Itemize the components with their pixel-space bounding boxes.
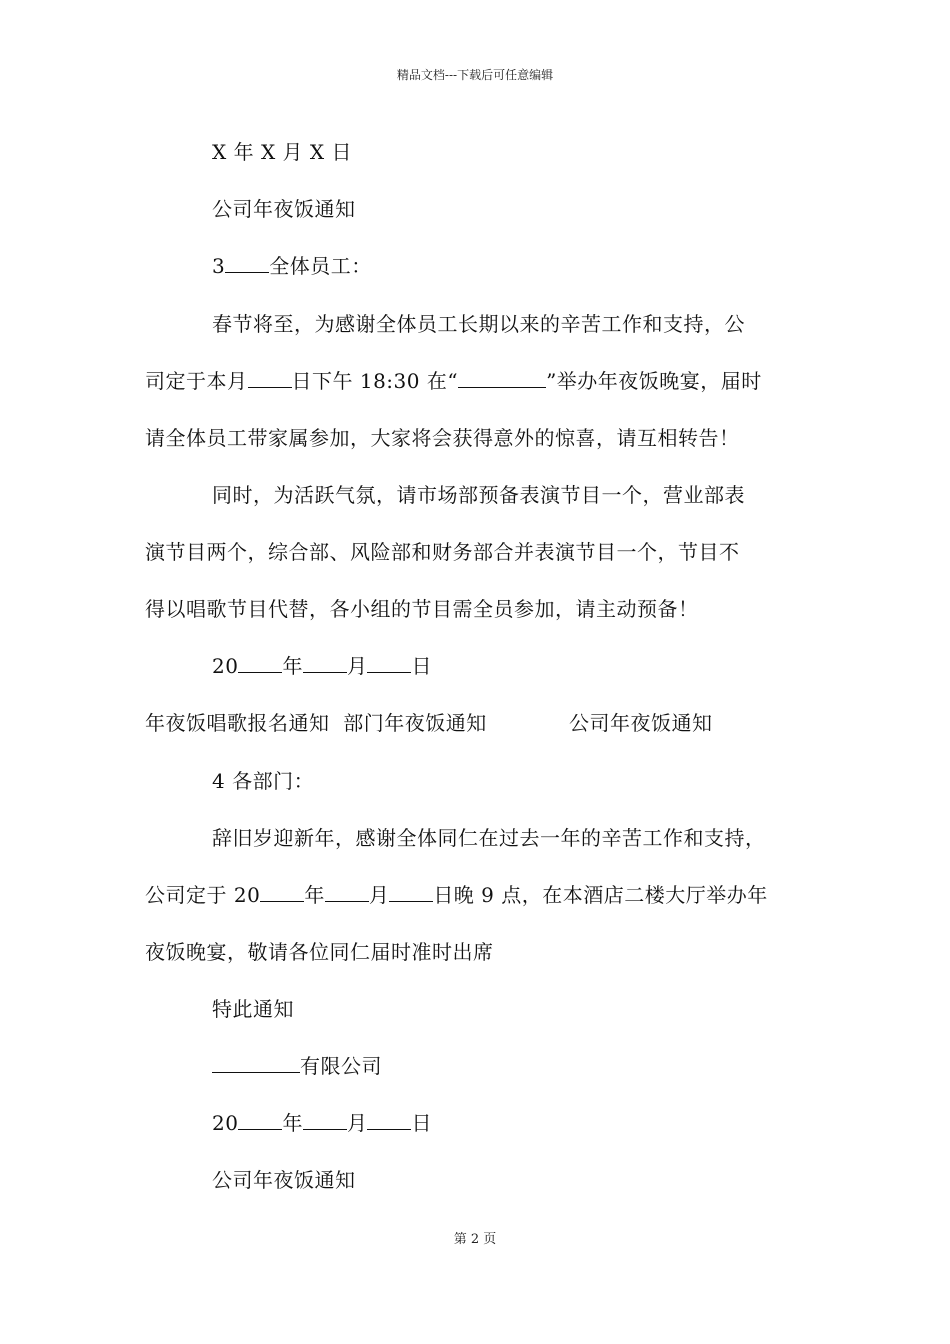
blank-field [225, 252, 269, 273]
paragraph-3-line-3: 夜饭晚宴，敬请各位同仁届时准时出席 [145, 940, 494, 964]
blank-field [325, 881, 369, 902]
month-label: 月 [346, 654, 368, 678]
paragraph-2-line-1: 同时，为活跃气氛，请市场部预备表演节目一个，营业部表 [212, 483, 745, 507]
blank-field [367, 652, 411, 673]
year-label: 年 [282, 654, 303, 678]
addressee-1-text: 全体员工： [269, 254, 372, 278]
text-segment: ”举办年夜饭晚宴，届时 [546, 369, 762, 393]
year-label: 年 [304, 883, 325, 907]
year-label: 年 [282, 1111, 303, 1135]
page-number: 第 2 页 [453, 1232, 497, 1247]
paragraph-2-line-3: 得以唱歌节目代替，各小组的节目需全员参加，请主动预备！ [145, 597, 699, 621]
blank-field [389, 881, 433, 902]
date-line: X 年 X 月 X 日 [212, 140, 353, 164]
blank-field [238, 652, 282, 673]
page-header: 精品文档---下载后可任意编辑 [396, 68, 554, 82]
paragraph-1-line-1: 春节将至，为感谢全体员工长期以来的辛苦工作和支持，公 [212, 312, 745, 336]
year-prefix: 20 [212, 1111, 239, 1135]
blank-field [303, 1109, 347, 1130]
text-segment: 公司定于 20 [145, 883, 261, 907]
paragraph-1-line-2 [145, 367, 762, 395]
paragraph-1-line-3: 请全体员工带家属参加，大家将会获得意外的惊喜，请互相转告！ [145, 426, 740, 450]
addressee-2: 4 各部门： [212, 769, 315, 793]
text-segment: 日晚 9 点，在本酒店二楼大厅举办年 [433, 883, 768, 907]
day-label: 日 [411, 654, 432, 678]
month-label: 月 [346, 1111, 368, 1135]
day-label: 日 [411, 1111, 432, 1135]
company-suffix: 有限公司 [300, 1054, 382, 1078]
blank-field [458, 367, 546, 388]
year-prefix: 20 [212, 654, 239, 678]
addressee-1 [212, 252, 372, 280]
blank-field [367, 1109, 411, 1130]
company-signature [212, 1052, 382, 1080]
blank-field [238, 1109, 282, 1130]
related-links-line: 年夜饭唱歌报名通知 部门年夜饭通知 公司年夜饭通知 [145, 711, 713, 735]
notice-title-1: 公司年夜饭通知 [212, 197, 356, 221]
text-segment: 日下午 18:30 在“ [291, 369, 459, 393]
blank-field [248, 367, 292, 388]
month-label: 月 [368, 883, 390, 907]
blank-field [303, 652, 347, 673]
notice-closing: 特此通知 [212, 997, 294, 1021]
blank-field [260, 881, 304, 902]
notice-title-2: 公司年夜饭通知 [212, 1168, 356, 1192]
addressee-1-number: 3 [212, 254, 226, 278]
paragraph-3-line-1: 辞旧岁迎新年，感谢全体同仁在过去一年的辛苦工作和支持， [212, 826, 766, 850]
date-line-2 [212, 652, 432, 680]
blank-field [212, 1052, 300, 1073]
paragraph-2-line-2: 演节目两个，综合部、风险部和财务部合并表演节目一个，节目不 [145, 540, 740, 564]
paragraph-3-line-2 [145, 881, 768, 909]
date-line-3 [212, 1109, 432, 1137]
text-segment: 司定于本月 [145, 369, 248, 393]
